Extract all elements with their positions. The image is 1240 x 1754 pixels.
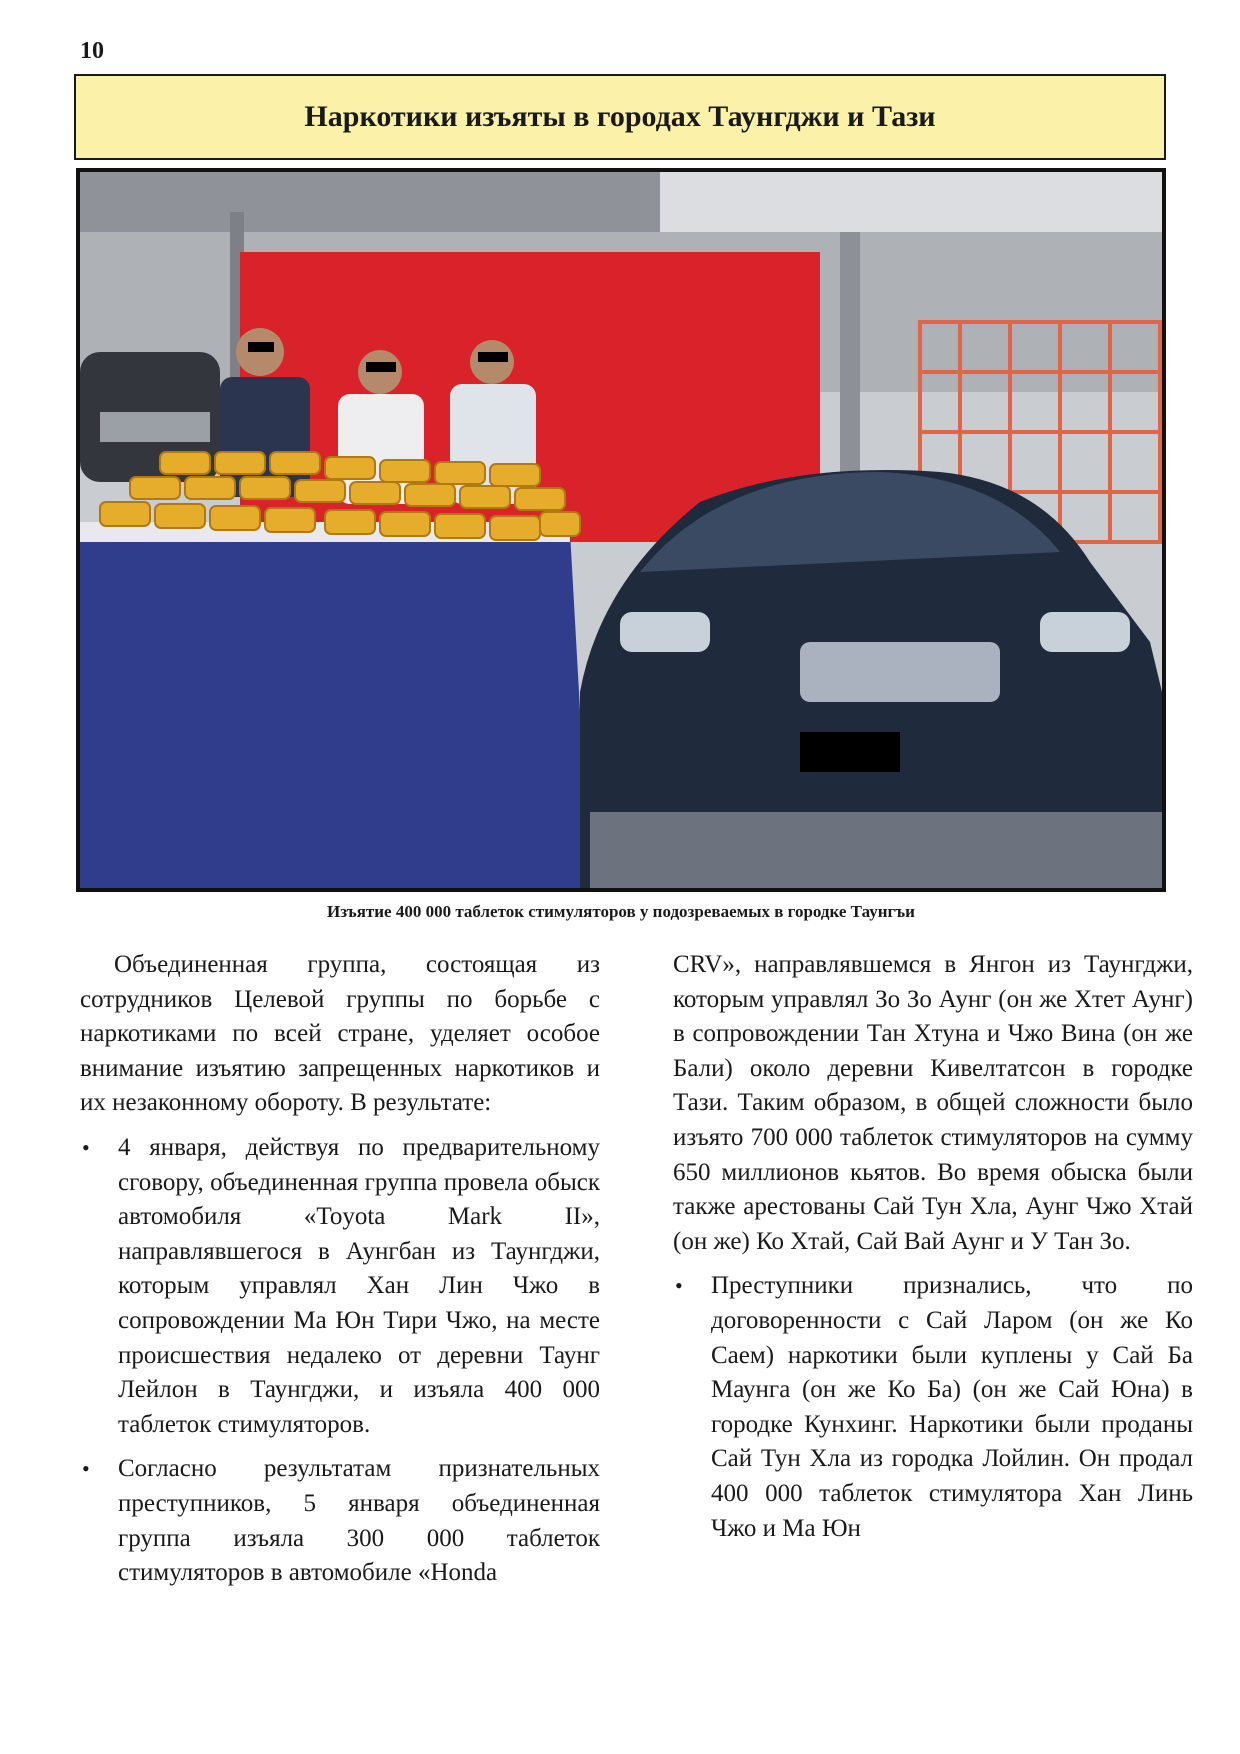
left-column <box>80 948 600 1601</box>
bullet-text: Преступники признались, что по договоренности с Сай Ларом (он же Ко Саем) наркотики были куплены у Сай Ба Маунга (он же Ко Ба) (он же Сай Юна) в городке Кунхинг. Наркотики были проданы Сай Тун Хла из городка Лойлин. Он продал 400 000 таблеток стимулятора Хан Линь Чжо и Ма Юн <box>711 1272 1193 1542</box>
list-item <box>80 1452 600 1590</box>
continuation-paragraph: CRV», направлявшемся в Янгон из Таунгджи, которым управлял Зо Зо Аунг (он же Хтет Аунг) в сопровождении Тан Хтуна и Чжо Вина (он же Бали) около деревни Кивелтатсон в городке Тази. Таким образом, в общей сложности было изъято 700 000 таблеток стимуляторов на сумму 650 миллионов кьятов. Во время обыска были также арестованы Сай Тун Хла, Аунг Чжо Хтай (он же) Ко Хтай, Сай Вай Аунг и У Тан Зо. <box>673 951 1193 1255</box>
photo-caption: Изъятие 400 000 таблеток стимуляторов у подозреваемых в городке Таунгъи <box>327 902 915 921</box>
bullet-icon: • <box>82 1134 90 1160</box>
title-box <box>74 74 1166 160</box>
article-photo <box>76 168 1166 892</box>
page-number: 10 <box>80 38 104 64</box>
right-bullet-list <box>673 1269 1193 1546</box>
list-item <box>673 1269 1193 1546</box>
article-title: Наркотики изъяты в городах Таунгджи и Тази <box>304 100 936 133</box>
seized-drugs-photo <box>80 172 1162 888</box>
bullet-icon: • <box>82 1456 90 1482</box>
bullet-text: 4 января, действуя по предварительному сговору, объединенная группа провела обыск автомобиля «Toyota Mark II», направлявшегося в Аунгбан из Таунгджи, которым управлял Хан Лин Чжо в сопровождении Ма Юн Тири Чжо, на месте происшествия недалеко от деревни Таунг Лейлон в Таунгджи, и изъяла 400 000 таблеток стимуляторов. <box>118 1133 600 1438</box>
left-bullet-list <box>80 1131 600 1591</box>
bullet-icon: • <box>675 1273 683 1299</box>
intro-paragraph: Объединенная группа, состоящая из сотрудников Целевой группы по борьбе с наркотиками по всей стране, уделяет особое внимание изъятию запрещенных наркотиков и их незаконному обороту. В результате: <box>80 951 600 1117</box>
list-item <box>80 1131 600 1442</box>
right-column <box>673 948 1193 1556</box>
bullet-text: Согласно результатам признательных преступников, 5 января объединенная группа изъяла 300 000 таблеток стимуляторов в автомобиле «Honda <box>118 1455 600 1587</box>
